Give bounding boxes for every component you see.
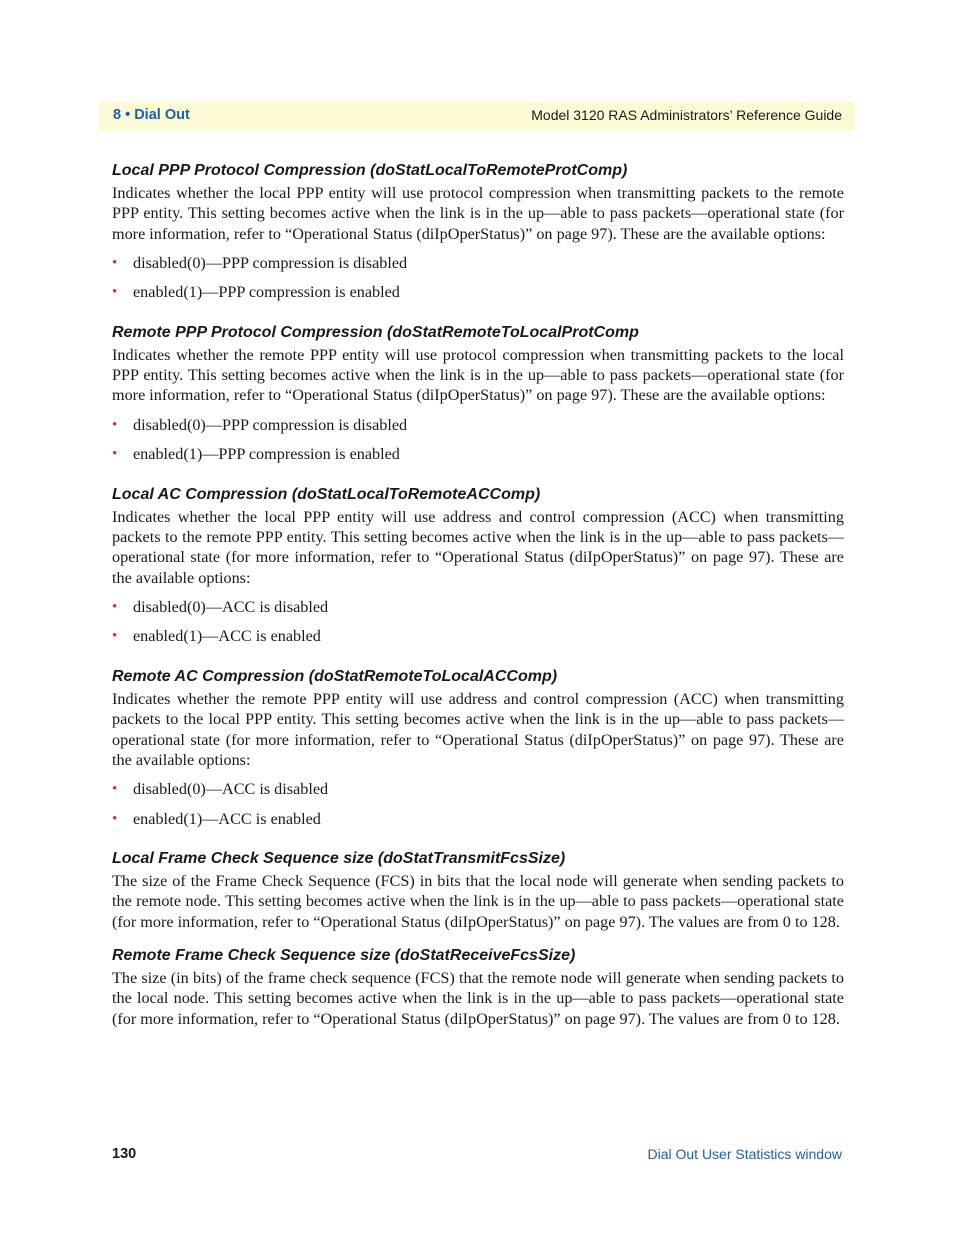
section-body: The size (in bits) of the frame check sequence (FCS) that the remote node will generate when sending packets to the local node. This setting becomes active when the link is in the up—able to pass packets—operational state (for more information, refer to “Operational Status (diIpOperStatus)” on page 97). The values are from 0 to 128. (112, 969, 844, 1028)
section-heading: Local AC Compression (doStatLocalToRemoteACComp) (112, 485, 541, 503)
section-heading: Remote PPP Protocol Compression (doStatRemoteToLocalProtComp (112, 323, 639, 341)
list-item: • disabled(0)—ACC is disabled (112, 597, 329, 616)
bullet-icon: • (112, 781, 118, 798)
section-remote-ac-compression (112, 666, 844, 848)
bullet-icon: • (112, 284, 118, 301)
option-list (112, 779, 844, 829)
section-heading: Remote Frame Check Sequence size (doStatReceiveFcsSize) (112, 947, 576, 965)
section-remote-fcs-size (112, 945, 844, 1029)
page-content (112, 160, 844, 1029)
option-list (112, 597, 844, 647)
section-local-ac-compression (112, 484, 844, 666)
list-item: • disabled(0)—ACC is disabled (112, 780, 329, 799)
section-heading: Local PPP Protocol Compression (doStatLocalToRemoteProtComp) (112, 162, 628, 179)
section-heading: Local Frame Check Sequence size (doStatTransmitFcsSize) (112, 850, 566, 868)
bullet-icon: • (112, 598, 118, 615)
footer-section-title: Dial Out User Statistics window (647, 1146, 842, 1162)
guide-title: Model 3120 RAS Administrators’ Reference Guide (531, 107, 842, 123)
section-body: Indicates whether the local PPP entity will use protocol compression when transmitting packets to the remote PPP entity. This setting becomes active when the link is in the up—able to pass packets—operational state (for more information, refer to “Operational Status (diIpOperStatus)” on page 97). These are the available options: (112, 184, 844, 243)
section-local-ppp-compression (112, 160, 844, 322)
list-item: • enabled(1)—PPP compression is enabled (112, 283, 400, 302)
list-item: • enabled(1)—ACC is enabled (112, 627, 321, 646)
section-remote-ppp-compression (112, 322, 844, 484)
section-body: The size of the Frame Check Sequence (FCS) in bits that the local node will generate when sending packets to the remote node. This setting becomes active when the link is in the up—able to pass packets—operational state (for more information, refer to “Operational Status (diIpOperStatus)” on page 97). The values are from 0 to 128. (112, 872, 844, 931)
bullet-icon: • (112, 446, 118, 463)
option-list (112, 253, 844, 303)
list-item: • enabled(1)—PPP compression is enabled (112, 445, 400, 464)
list-item: • enabled(1)—ACC is enabled (112, 809, 321, 828)
bullet-icon: • (112, 416, 118, 433)
option-list (112, 415, 844, 465)
bullet-icon: • (112, 810, 118, 827)
page-number: 130 (112, 1146, 137, 1162)
bullet-icon: • (112, 628, 118, 645)
list-item: • disabled(0)—PPP compression is disabled (112, 415, 408, 434)
chapter-label: 8 • Dial Out (113, 107, 190, 123)
section-body: Indicates whether the local PPP entity will use address and control compression (ACC) when transmitting packets to the remote PPP entity. This setting becomes active when the link is in the up—able to pass packets—operational state (for more information, refer to “Operational Status (diIpOperStatus)” on page 97). These are the available options: (112, 507, 844, 587)
bullet-icon: • (112, 254, 118, 271)
section-body: Indicates whether the remote PPP entity will use protocol compression when transmitting packets to the local PPP entity. This setting becomes active when the link is in the up—able to pass packets—operational state (for more information, refer to “Operational Status (diIpOperStatus)” on page 97). These are the available options: (112, 345, 844, 405)
section-local-fcs-size (112, 848, 844, 945)
section-heading: Remote AC Compression (doStatRemoteToLocalACComp) (112, 667, 558, 685)
section-body: Indicates whether the remote PPP entity will use address and control compression (ACC) when transmitting packets to the local PPP entity. This setting becomes active when the link is in the up—able to pass packets—operational state (for more information, refer to “Operational Status (diIpOperStatus)” on page 97). These are the available options: (112, 689, 844, 769)
list-item: • disabled(0)—PPP compression is disabled (112, 253, 408, 272)
